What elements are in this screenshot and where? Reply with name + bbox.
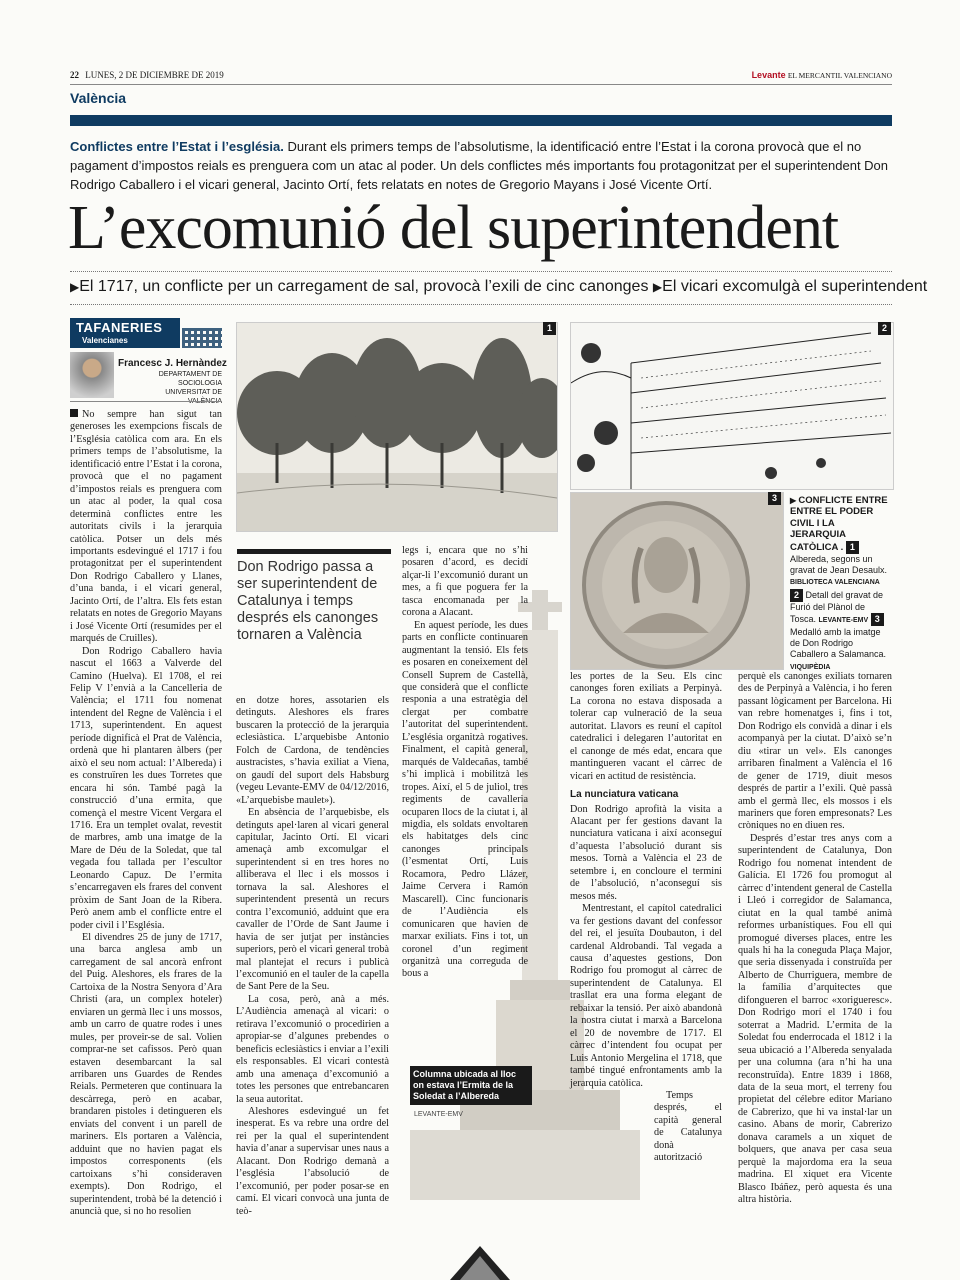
paragraph: Després d’estar tres anys com a superintendent de Catalunya, Don Rodrigo fou nomenat intendent de Galícia. El 1726 fou promogut al càrrec d’intendent general de Castella i Lleó i corregidor de Salamanca, ciutat en la qual també animà reformes urbanístiques. Fou ell qui promogué diverses places, entre les quals hi ha la coneguda Plaça Major, que seria dissenyada i construïda per Alberto de Churriguera, membre de la família d’arquitectes que difongueren el barroc «xorigueresc». Don Rodrigo morí el 1740 i fou soterrat a Madrid. L’ermita de la Soledat fou enderrocada el 1812 i la seua ubicació a l’Albereda senyalada per una columna (ara n’hi ha una reconstruïda). Entre 1839 i 1868, data de la seua mort, el terreny fou propietat del célebre editor Mariano de Cabrerizo, que hi va instal·lar un casino. Abans de morir, Cabrerizo donava caramels a un xiquet de bolquers, que anava per casa seua perquè la majordoma era la seua madrina. El xiquet era Vicente Blasco Ibáñez, però aquesta és una altra història. — [738, 832, 892, 1206]
author-affiliation: DEPARTAMENT DE SOCIOLOGIA UNIVERSITAT DE VALÈNCIA — [158, 371, 222, 405]
section-label: València — [70, 90, 127, 106]
divider — [70, 271, 892, 272]
paragraph: En aquest període, les dues parts en conflicte continuaren augmentant la tensió. Els fets es posaren en coneixement del Consell Suprem de Castellà, que considerà que el conflicte responia a una estratègia del clergat per combatre l’autoritat del superintendent. L’església organitzà rogatives. Finalment, el capità general, marqués de Valdecañas, també s’hi implicà i mobilitzà les tropes. Així, el 5 de juliol, tres regiments de cavalleria ocuparen llocs de la ciutat i, al migdia, els soldats envoltaren els habitatges dels cinc canonges principals (l’esmentat Ortí, Luis Rocamora, Pedro Llázer, Jaime Cervera i Ramón Mascarell). Cinc funcionaris de l’Audiència els comunicaren que havien de marxar exiliats. Fins i tot, un coronel d’un regiment organitzà una correguda de bous a — [402, 619, 528, 980]
paragraph: La cosa, però, anà a més. L’Audiència amenaçà al vicari: o retirava l’excomunió o procedirien a apropiar-se d’algunes prebendes o beneficis eclesiàstics i enviar a l’exili els responsables. El vicari contestà amb una amenaça d’excomunió a totes les persones que entrebancaren la seua autoritat. — [236, 993, 389, 1105]
divider — [70, 401, 222, 402]
paragraph: en dotze hores, assotarien els detinguts. Aleshores els frares buscaren la protecció de la jerarquia eclesiàstica. L’arquebisbe Antonio Folch de Cardona, de tendències austracistes, s’havia exiliat a Viena, on gaudí del suport dels Habsburg (vegeu Levante-EMV de 04/12/2016, «L’arquebisbe maulet»). — [236, 695, 389, 806]
divider — [70, 304, 892, 305]
photo-number: 2 — [878, 322, 891, 335]
headline: L’excomunió del superintendent — [68, 194, 839, 262]
caption-number: 2 — [790, 589, 803, 602]
intro-kicker: Conflictes entre l’Estat i l’església. — [70, 139, 284, 154]
deck-item: El 1717, un conflicte per un carregament de sal, provocà l’exili de cinc canonges — [79, 278, 649, 295]
paragraph: Don Rodrigo Caballero havia nascut el 1663 a Valverde del Camino (Huelva). El 1708, el rei Felip V l’envià a la Cancelleria de València; el 1711 fou nomenat intendent del Regne de València i el 1713, superintendent. En aquest període dignificà el Prat de València, ordenà que hi plantaren àlbers (per això el seu nom actual: l’Albereda) i es construïren les dues Torretes que encara hi són. També pagà la construcció d’una ermita, que començà el mestre Vicent Vergara el 1716. Era un templet ovalat, revestit de marbres, amb una imatge de la Mare de Déu de la Soledat, que tal vegada fou tallada per l’escultor Leonardo Capuz. De l’ermita s’encarregaven els frares del convent pròxim de Sant Joan de la Ribera. Però anem amb el conflicte entre el poder civil i l’Església. — [70, 645, 222, 931]
photo-number: 1 — [543, 322, 556, 335]
intro-text: Durant els primers temps de l’absolutisme, la identificació entre l’Estat i la corona provocà que el no pagament d’impostos reials es prenguera com un atac al poder. Un dels conflictes més importants fou protagonitzat per el superintendent Don Rodrigo Caballero i el vicari general, Jacinto Ortí, fets relatats en notes de Gregorio Mayans i José Vicente Ortí. — [70, 139, 889, 192]
deck — [70, 276, 928, 298]
column-caption: Columna ubicada al lloc on estava l’Ermita de la Soledat a l’Albereda — [410, 1066, 532, 1105]
triangle-icon: ▶ — [70, 280, 80, 294]
page-header — [70, 70, 892, 85]
newspaper-brand: Levante EL MERCANTIL VALENCIANO — [751, 70, 892, 80]
author-photo — [70, 352, 114, 398]
square-bullet-icon — [70, 409, 78, 417]
paragraph: Don Rodrigo aprofità la visita a Alacant per fer gestions davant la nunciatura vaticana i així aconseguí d’aquesta l’absolució durant sis mesos. Tornà a València el 23 de setembre i, en concloure el termini de l’absolució, n’aconseguí sis mesos més. — [570, 803, 722, 902]
paragraph: Aleshores esdevingué un fet inesperat. Es va rebre una ordre del rei per la qual el superintendent havia d’anar a supervisar unes naus a Alacant. Don Rodrigo demanà a l’església l’absolució de l’excomunió, per poder posar-se en camí. El vicari convocà una junta de teò- — [236, 1105, 389, 1217]
quote-rule — [237, 549, 391, 554]
paragraph: legs i, encara que no s’hi posaren d’acord, es decidí alçar-li l’excomunió durant un mes, a fi que poguera fer la tasca encomanada per la corona a Alacant. — [402, 545, 528, 619]
tosca-plan-detail — [570, 322, 894, 490]
caption-number: 1 — [846, 541, 859, 554]
column-logo: TAFANERIES Valencianes — [70, 318, 180, 348]
article-column-2 — [236, 695, 389, 1218]
caption-title: ▶ CONFLICTE ENTRE ENTRE EL PODER CIVIL I LA JERARQUIA CATÒLICA . — [790, 495, 888, 553]
paragraph: Temps després, el capità general de Catalunya donà autorització — [654, 1089, 722, 1164]
author-name: Francesc J. Hernàndez — [118, 358, 227, 369]
triangle-icon: ▶ — [652, 280, 663, 294]
paragraph: En absència de l’arquebisbe, els detinguts apel·laren al vicari general capitular, Jacinto Ortí. El vicari amenaçà amb excomulgar el superintendent si en tres hores no alliberava el llec i els mossos i tornava la sal. Aleshores el superintendent presentà un recurs contra l’excomunió, adduint que era cavaller de l’Orde de Sant Jaume i havia de ser jutjat per instàncies superiors, però el vicari general trobà mal plantejat el recurs i publicà l’excomunió en el tauler de la capella de Sant Pere de la Seu. — [236, 807, 389, 993]
paragraph: les portes de la Seu. Els cinc canonges foren exiliats a Perpinyà. La corona no estava disposada a tolerar cap vulneració de la seua autoritat. Llavors es reuní el capítol catedralici i delegaren l’autoritat en el canonge de més edat, encara que mantingueren vacant el càrrec de vicari en actitud de resistència. — [570, 671, 722, 782]
photo-number: 3 — [768, 492, 781, 505]
deck-item: El vicari excomulgà el superintendent — [662, 278, 928, 295]
photo-caption: ▶ CONFLICTE ENTRE ENTRE EL PODER CIVIL I LA JERARQUIA CATÒLICA . 1 Albereda, segons un gravat de Jean Desaulx. BIBLIOTECA VALENCIANA 2 Detall del gravat de Furió del Plànol de Tosca. LEVANTE-EMV 3 Medalló amb la imatge de Don Rodrigo Caballero a Salamanca. VIQUIPÈDIA — [790, 495, 888, 671]
page-number: 22 — [70, 70, 79, 80]
paragraph: perquè els canonges exiliats tornaren des de Perpinyà a València, i ho feren passant lògicament per Barcelona. Hi van rebre homenatges i, fins i tot, Don Rodrigo els convidà a dinar i els acompanyà per la ciutat. D’això se’n diu «tirar un vel». Els canonges arribaren finalment a València el 16 de gener de 1719, diuit mesos després de partir a l’exili. Què passà amb el germà llec, els mossos i els mariners que foren empresonats? Les cròniques no en diuen res. — [738, 671, 892, 832]
logo-pattern — [182, 328, 222, 348]
subheading: La nunciatura vaticana — [570, 789, 679, 801]
article-column-4 — [570, 671, 722, 1165]
caption-number: 3 — [871, 613, 884, 626]
paragraph: El divendres 25 de juny de 1717, una barca anglesa amb un carregament de sal ancorà enfront del Puig. Aleshores, els frares de la Cartoixa de la Nostra Senyora d’Ara Christi (ara, un complex hoteler) enviaren un germà llec i uns mossos, amb un carro de quatre rodes i unes mules, per proveir-se de sal. Volien comprar-ne set cafissos. Però quan estaven desembarcant la sal arribaren uns Guardes de Rendes Reials. Permeteren que continuara la descàrrega, però en acabar, brandaren pistoles i detingueren els enviats del convent i un parell de mariners. Els portaren a València, adduint que no havien pagat els impostos corresponents (els cartoixans s’hi consideraven exempts). Don Rodrigo, el superintendent, trobà bé la detenció i anuncià que, si no ho resolien — [70, 932, 222, 1217]
triangle-icon: ▶ — [790, 496, 799, 505]
pull-quote: Don Rodrigo passa a ser superintendent de Catalunya i temps després els canonges tornaren a València — [237, 559, 379, 643]
page-date: LUNES, 2 DE DICIEMBRE DE 2019 — [85, 70, 224, 80]
column-caption-source: LEVANTE-EMV — [414, 1111, 463, 1118]
article-column-1 — [70, 409, 222, 1218]
intro-paragraph — [70, 137, 892, 194]
article-column-3 — [402, 545, 528, 981]
article-column-5 — [738, 671, 892, 1206]
page-marker-icon — [450, 1246, 510, 1280]
paragraph: Mentrestant, el capítol catedralici va fer gestions davant del confessor del rei, el jesuïta Doubauton, i del cardenal Aldrobandi. Tal vegada a causa d’aquestes gestions, Don Rodrigo fou promogut al càrrec de superintendent de Catalunya. El trasllat era una forma elegant de rebaixar la tensió. Per això abandonà la nostra ciutat i marxà a Barcelona el 20 de novembre de 1717. El càrrec d’intendent fou ocupat per Luis Antonio Mergelina el 1718, que també tingué enfrontaments amb la jerarquia catòlica. — [570, 903, 722, 1089]
paragraph: No sempre han sigut tan generoses les exempcions fiscals de l’Església catòlica com ara. En els primers temps de l’absolutisme, la identificació entre l’Estat i la corona, provocà que el no pagament d’impostos reials es prenguera com un atac al poder, la qual cosa determinà conflictes entre les autoritats civils i la jerarquia catòlica. Potser un dels més importants esdevingué el 1717 i fou protagonitzat per el superintendent Don Rodrigo Caballero y Llanes, d’una banda, i el vicari general, Jacinto Ortí, de l’altra. Els fets estan relatats en notes de Gregorio Mayans i José Vicente Ortí (resumides per el marqués de Cruilles). — [70, 409, 222, 645]
albereda-engraving — [236, 322, 558, 532]
section-rule — [70, 115, 892, 126]
